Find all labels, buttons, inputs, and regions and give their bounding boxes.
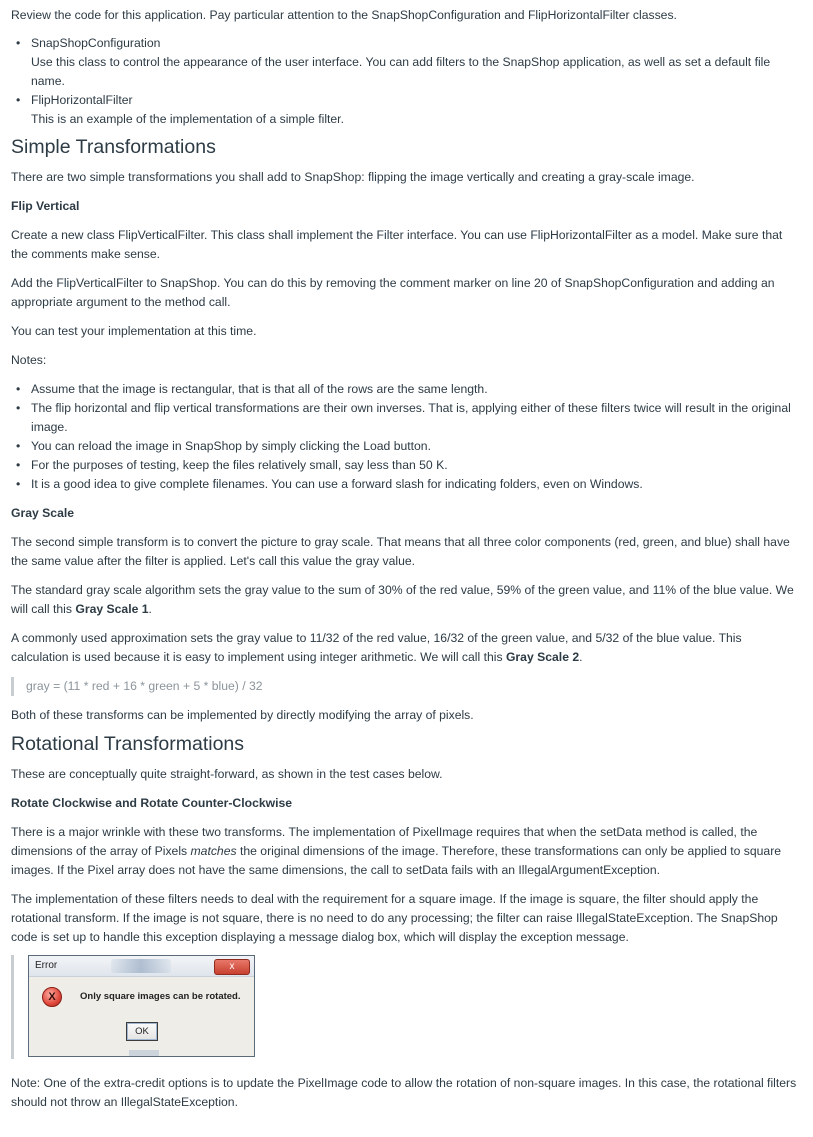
gray-scale-2-term: Gray Scale 2 bbox=[505, 650, 580, 664]
dialog-body bbox=[29, 977, 254, 1056]
intro-paragraph: Review the code for this application. Pay particular attention to the SnapShopConfiguration and FlipHorizontalFilter classes. bbox=[11, 8, 677, 22]
class-list bbox=[11, 34, 802, 129]
dialog-title-bar bbox=[29, 956, 254, 977]
subheading-gray-scale: Gray Scale bbox=[11, 506, 75, 520]
list-item bbox=[11, 34, 802, 91]
error-dialog bbox=[28, 955, 255, 1057]
class-name: • SnapShopConfiguration bbox=[31, 36, 161, 50]
section-heading-rotational: Rotational Transformations bbox=[11, 733, 245, 755]
gray-paragraph-2-end: . bbox=[148, 602, 152, 616]
rotate-paragraph-1-rest: the original dimensions of the image. Therefore, these transformations can only be applied to square images. If the Pixel array does not have the same dimensions, the call to setData fails with an IllegalArgumentException. bbox=[11, 844, 782, 877]
list-item: • You can reload the image in SnapShop by simply clicking the Load button. bbox=[11, 437, 802, 456]
list-item bbox=[11, 91, 802, 129]
extra-credit-note: Note: One of the extra-credit options is to update the PixelImage code to allow the rotation of non-square images. In this case, the rotational filters should not throw an IllegalStateException. bbox=[11, 1076, 797, 1109]
class-name: • FlipHorizontalFilter bbox=[31, 93, 133, 107]
subheading-flip-vertical: Flip Vertical bbox=[11, 199, 80, 213]
list-item: • It is a good idea to give complete filenames. You can use a forward slash for indicating folders, even on Windows. bbox=[11, 475, 802, 494]
list-item: • Assume that the image is rectangular, that is that all of the rows are the same length. bbox=[11, 380, 802, 399]
gray-paragraph-2 bbox=[11, 581, 802, 619]
gray-paragraph-3 bbox=[11, 629, 802, 667]
dialog-title-blur bbox=[111, 959, 171, 973]
rotate-paragraph-1 bbox=[11, 823, 802, 880]
ok-button[interactable]: OK bbox=[126, 1022, 158, 1041]
section-heading-simple: Simple Transformations bbox=[11, 136, 216, 158]
dialog-message: Only square images can be rotated. bbox=[80, 991, 241, 1002]
list-item: • For the purposes of testing, keep the files relatively small, say less than 50 K. bbox=[11, 456, 802, 475]
dialog-blur bbox=[129, 1050, 159, 1056]
gray-paragraph-3-text: A commonly used approximation sets the gray value to 11/32 of the red value, 16/32 of the green value, and 5/32 of the blue value. This calculation is used because it is easy to implement using integer arithmetic. We will call this bbox=[11, 631, 742, 664]
flip-paragraph-1: Create a new class FlipVerticalFilter. This class shall implement the Filter interface. You can use FlipHorizontalFilter as a model. Make sure that the comments make sense. bbox=[11, 228, 783, 261]
notes-list bbox=[11, 380, 802, 494]
subheading-rotate: Rotate Clockwise and Rotate Counter-Clockwise bbox=[11, 796, 293, 810]
gray-paragraph-3-end: . bbox=[579, 650, 583, 664]
flip-paragraph-2: Add the FlipVerticalFilter to SnapShop. You can do this by removing the comment marker on line 20 of SnapShopConfiguration and adding an appropriate argument to the method call. bbox=[11, 276, 775, 309]
gray-paragraph-1: The second simple transform is to convert the picture to gray scale. That means that all three color components (red, green, and blue) shall have the same value after the filter is applied. Let's call this value the gray value. bbox=[11, 535, 790, 568]
rotational-intro: These are conceptually quite straight-forward, as shown in the test cases below. bbox=[11, 767, 443, 781]
close-icon[interactable]: x bbox=[214, 959, 250, 975]
gray-paragraph-4: Both of these transforms can be implemented by directly modifying the array of pixels. bbox=[11, 708, 474, 722]
rotate-paragraph-1-text: There is a major wrinkle with these two transforms. The implementation of PixelImage requires that when the setData method is called, the dimensions of the array of Pixels bbox=[11, 825, 758, 858]
emphasis-matches: matches bbox=[190, 844, 237, 858]
error-dialog-figure bbox=[11, 955, 802, 1059]
class-description: This is an example of the implementation of a simple filter. bbox=[31, 112, 344, 126]
class-description: Use this class to control the appearance of the user interface. You can add filters to the SnapShop application, as well as set a default file name. bbox=[31, 55, 771, 88]
rotate-paragraph-2: The implementation of these filters needs to deal with the requirement for a square image. If the image is square, the filter should apply the rotational transform. If the image is not square, there is no need to do any processing; the filter can raise IllegalStateException. The SnapShop code is set up to handle this exception displaying a message dialog box, which will display the exception message. bbox=[11, 892, 778, 944]
error-icon: X bbox=[42, 987, 62, 1007]
dialog-title: Error bbox=[35, 960, 58, 971]
gray-paragraph-2-text: The standard gray scale algorithm sets the gray value to the sum of 30% of the red value, 59% of the green value, and 11% of the blue value. We will call this bbox=[11, 583, 794, 616]
gray-scale-1-term: Gray Scale 1 bbox=[75, 602, 149, 616]
simple-intro: There are two simple transformations you shall add to SnapShop: flipping the image vertically and creating a gray-scale image. bbox=[11, 170, 695, 184]
gray-formula-code: gray = (11 * red + 16 * green + 5 * blue) / 32 bbox=[11, 677, 802, 696]
list-item: • The flip horizontal and flip vertical transformations are their own inverses. That is, applying either of these filters twice will result in the original image. bbox=[11, 399, 802, 437]
flip-paragraph-3: You can test your implementation at this time. bbox=[11, 324, 257, 338]
notes-label: Notes: bbox=[11, 353, 47, 367]
